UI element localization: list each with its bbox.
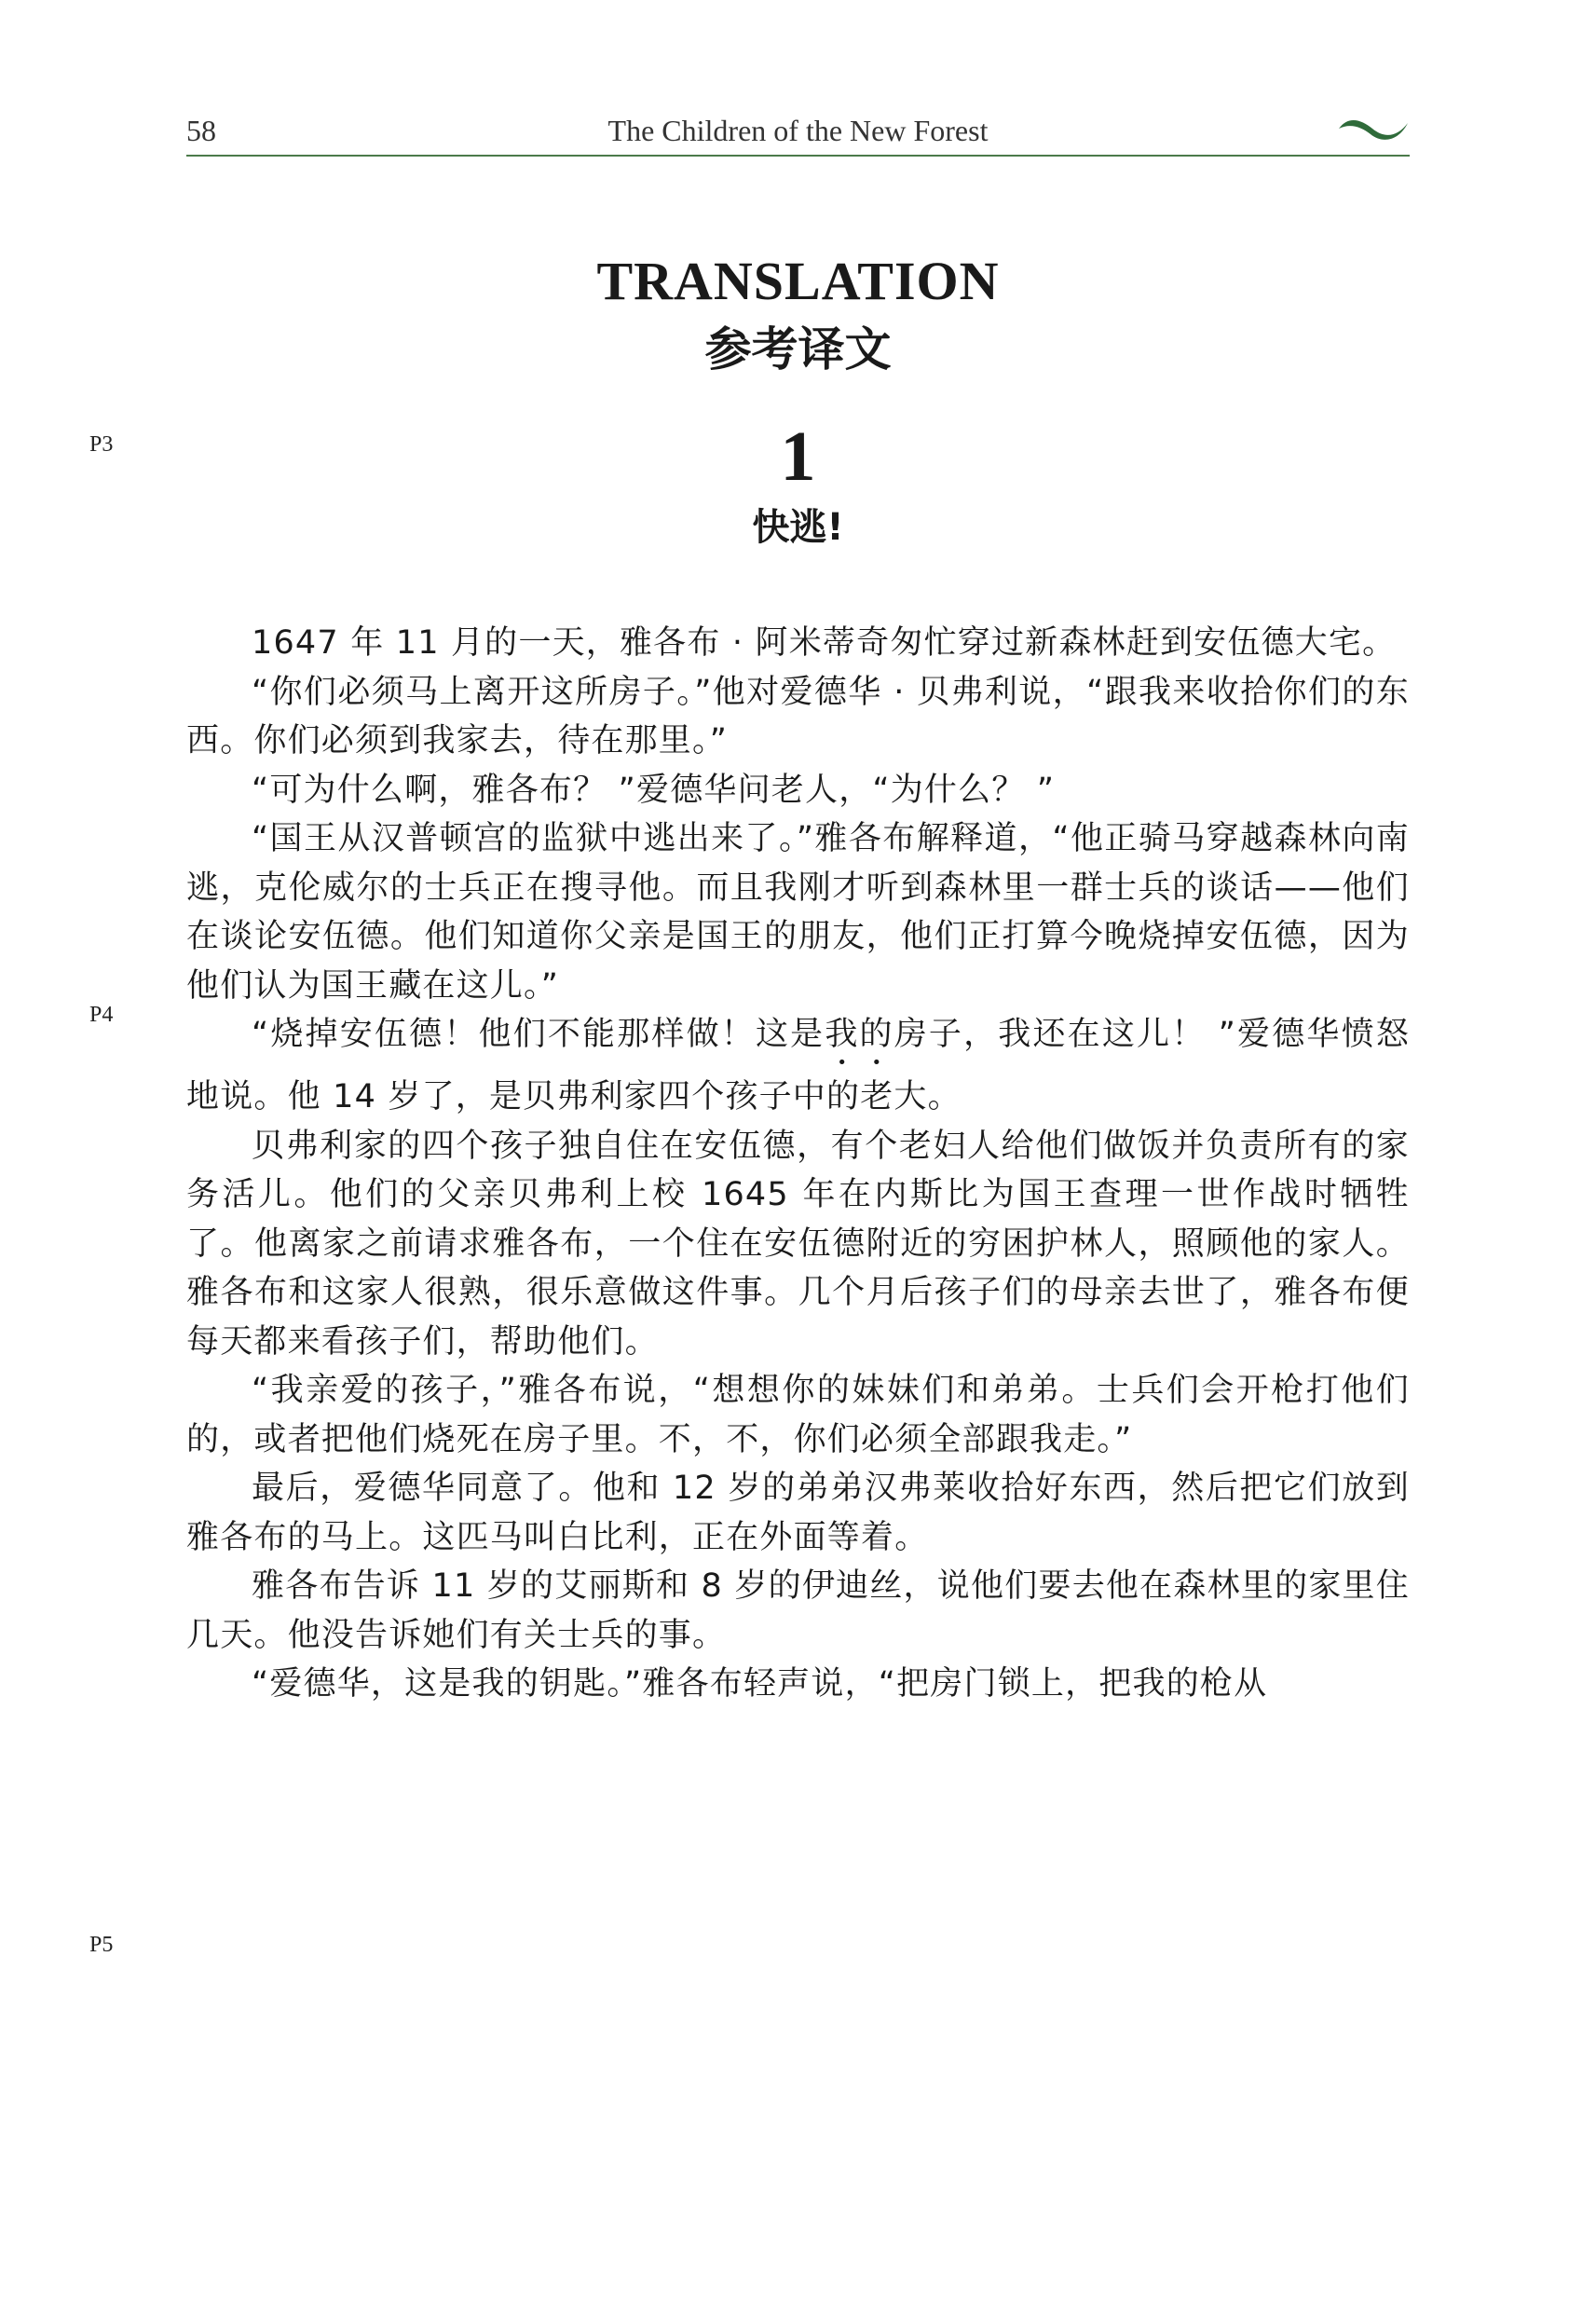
paragraph-1: 1647 年 11 月的一天，雅各布 · 阿米蒂奇匆忙穿过新森林赶到安伍德大宅。 <box>252 624 1397 662</box>
paragraph-6: 贝弗利家的四个孩子独自住在安伍德，有个老妇人给他们做饭并负责所有的家务活儿。他们的父亲贝弗利上校 1645 年在内斯比为国王查理一世作战时牺牲了。他离家之前请求雅各布，一个住在安伍德附近的穷困护林人，照顾他的家人。雅各布和这家人很熟，很乐意做这件事。几个月后孩子们的母亲去世了，雅各布便每天都来看孩子们，帮助他们。 <box>186 1127 1410 1361</box>
body-text <box>186 619 1410 1709</box>
paragraph-10: “爱德华，这是我的钥匙。”雅各布轻声说，“把房门锁上，把我的枪从 <box>252 1665 1268 1703</box>
margin-ref-p4: P4 <box>89 1003 114 1027</box>
paragraph-3: “可为什么啊，雅各布？ ”爱德华问老人，“为什么？ ” <box>252 771 1056 809</box>
margin-ref-p5: P5 <box>89 1933 114 1957</box>
header-rule <box>186 155 1410 157</box>
margin-ref-p3: P3 <box>89 432 114 457</box>
paragraph-5-start: “烧掉安伍德！他们不能那样做！这是 <box>252 1016 825 1053</box>
paragraph-8: 最后，爱德华同意了。他和 12 岁的弟弟汉弗莱收拾好东西，然后把它们放到雅各布的马上。这匹马叫白比利，正在外面等着。 <box>186 1470 1410 1556</box>
section-heading-en: TRANSLATION <box>596 251 1000 311</box>
page-number: 58 <box>186 114 216 147</box>
paragraph-9: 雅各布告诉 11 岁的艾丽斯和 8 岁的伊迪丝，说他们要去他在森林里的家里住几天。他没告诉她们有关士兵的事。 <box>186 1567 1410 1654</box>
paragraph-4: “国王从汉普顿宫的监狱中逃出来了。”雅各布解释道，“他正骑马穿越森林向南逃，克伦威尔的士兵正在搜寻他。而且我刚才听到森林里一群士兵的谈话——他们在谈论安伍德。他们知道你父亲是国王的朋友，他们正打算今晚烧掉安伍德，因为他们认为国王藏在这儿。” <box>186 820 1410 1005</box>
section-heading-cn: 参考译文 <box>704 322 892 376</box>
emphasized-word: 我的 <box>825 1016 894 1053</box>
running-header <box>186 110 1410 157</box>
paragraph-5 <box>186 1010 1410 1122</box>
chapter-title: 快逃! <box>752 506 844 549</box>
book-title: The Children of the New Forest <box>607 114 989 147</box>
swoosh-ornament-icon <box>1337 110 1410 147</box>
paragraph-5-end: 房子，我还在这儿！ ”爱德华愤怒地说。他 14 岁了，是贝弗利家四个孩子中的老大。 <box>186 1016 1410 1115</box>
paragraph-7: “我亲爱的孩子，”雅各布说，“想想你的妹妹们和弟弟。士兵们会开枪打他们的，或者把他们烧死在房子里。不，不，你们必须全部跟我走。” <box>186 1372 1410 1458</box>
paragraph-2: “你们必须马上离开这所房子。”他对爱德华 · 贝弗利说，“跟我来收拾你们的东西。你们必须到我家去，待在那里。” <box>186 673 1410 759</box>
chapter-number: 1 <box>780 417 816 496</box>
